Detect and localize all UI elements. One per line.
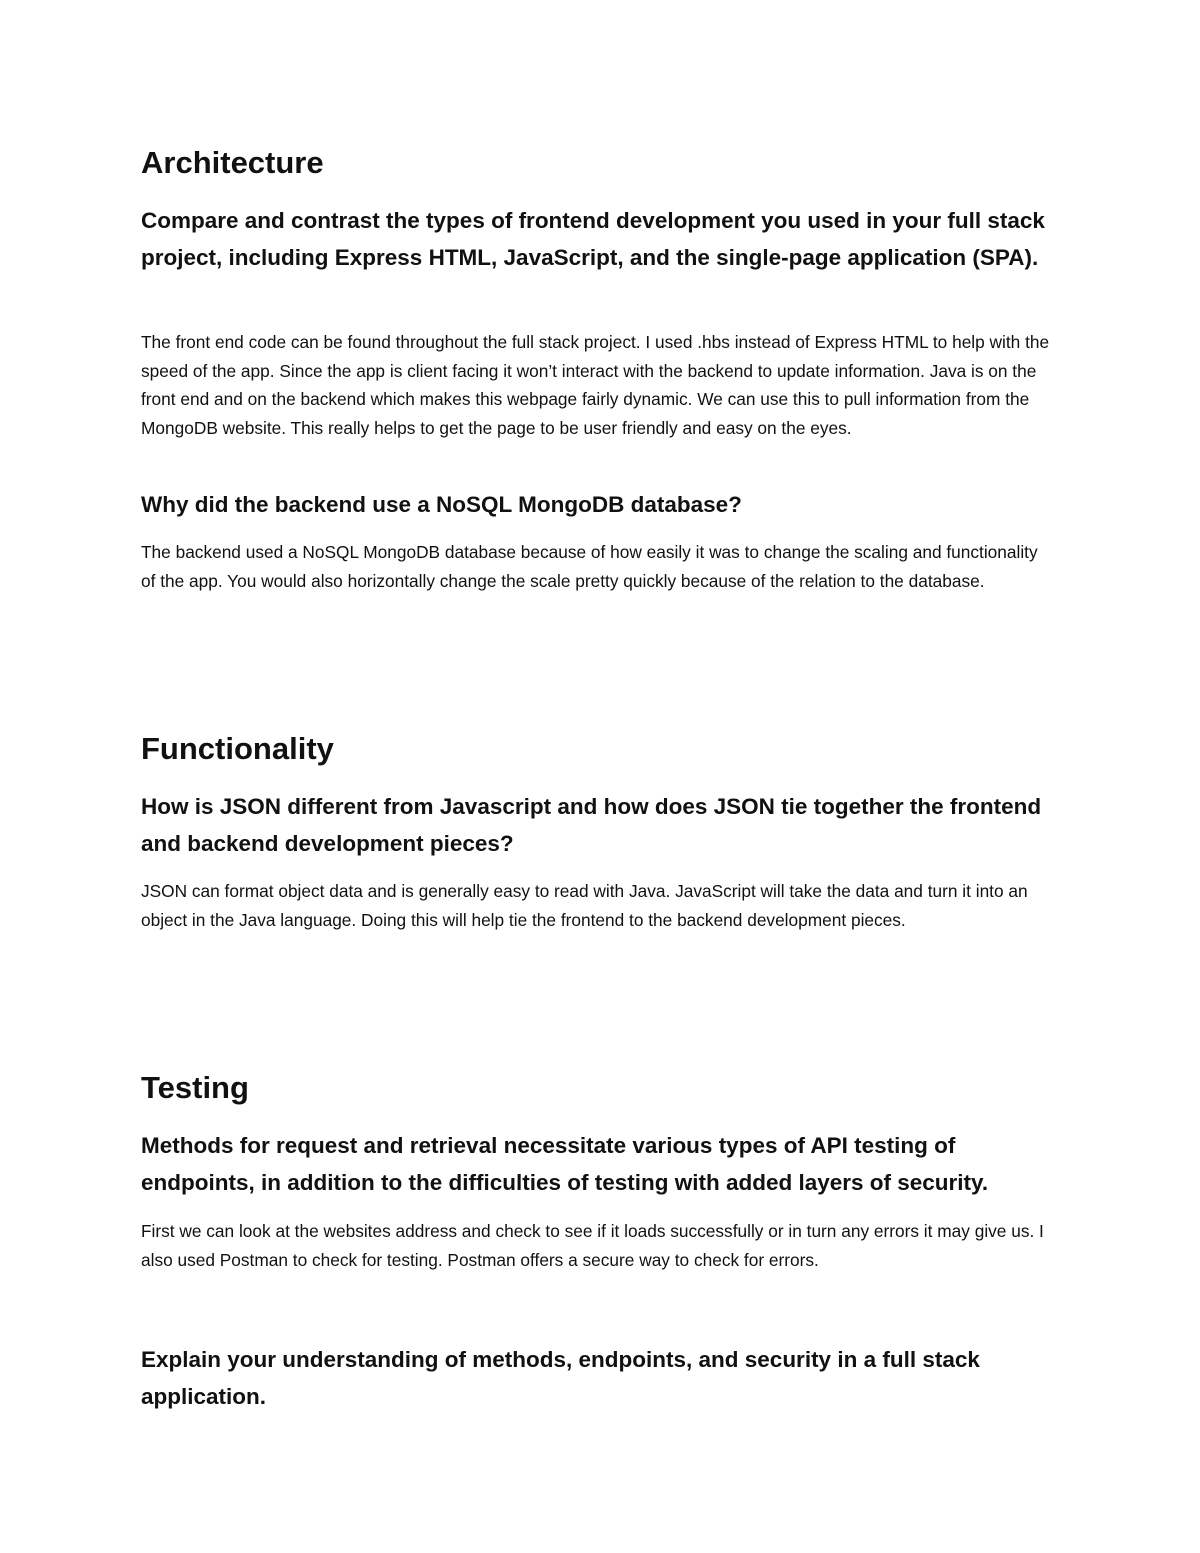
architecture-answer-frontend: The front end code can be found throughout the full stack project. I used .hbs instead of Express HTML to help with the speed of the app. Since the app is client facing it won’t interact with the backend to update information. Java is on the front end and on the backend which makes this webpage fairly dynamic. We can use this to pull information from the MongoDB website. This really helps to get the page to be user friendly and easy on the eyes. xyxy=(141,332,1050,438)
architecture-heading: Architecture xyxy=(141,145,324,180)
testing-heading: Testing xyxy=(141,1070,249,1105)
architecture-question-frontend: Compare and contrast the types of frontend development you used in your full stack project, including Express HTML, JavaScript, and the single-page application (SPA). xyxy=(141,208,1045,270)
functionality-question-json: How is JSON different from Javascript and how does JSON tie together the frontend and backend development pieces? xyxy=(141,794,1042,856)
functionality-answer-json: JSON can format object data and is generally easy to read with Java. JavaScript will take the data and turn it into an object in the Java language. Doing this will help tie the frontend to the backend development pieces. xyxy=(141,881,1028,930)
architecture-question-database: Why did the backend use a NoSQL MongoDB database? xyxy=(141,492,742,517)
functionality-heading: Functionality xyxy=(141,731,334,766)
architecture-answer-database: The backend used a NoSQL MongoDB database because of how easily it was to change the scaling and functionality of the app. You would also horizontally change the scale pretty quickly because of the relation to the database. xyxy=(141,542,1038,591)
testing-answer-api: First we can look at the websites address and check to see if it loads successfully or in turn any errors it may give us. I also used Postman to check for testing. Postman offers a secure way to check for errors. xyxy=(141,1221,1044,1270)
testing-question-security: Explain your understanding of methods, endpoints, and security in a full stack application. xyxy=(141,1347,980,1409)
testing-question-api: Methods for request and retrieval necessitate various types of API testing of endpoints, in addition to the difficulties of testing with added layers of security. xyxy=(141,1133,989,1195)
